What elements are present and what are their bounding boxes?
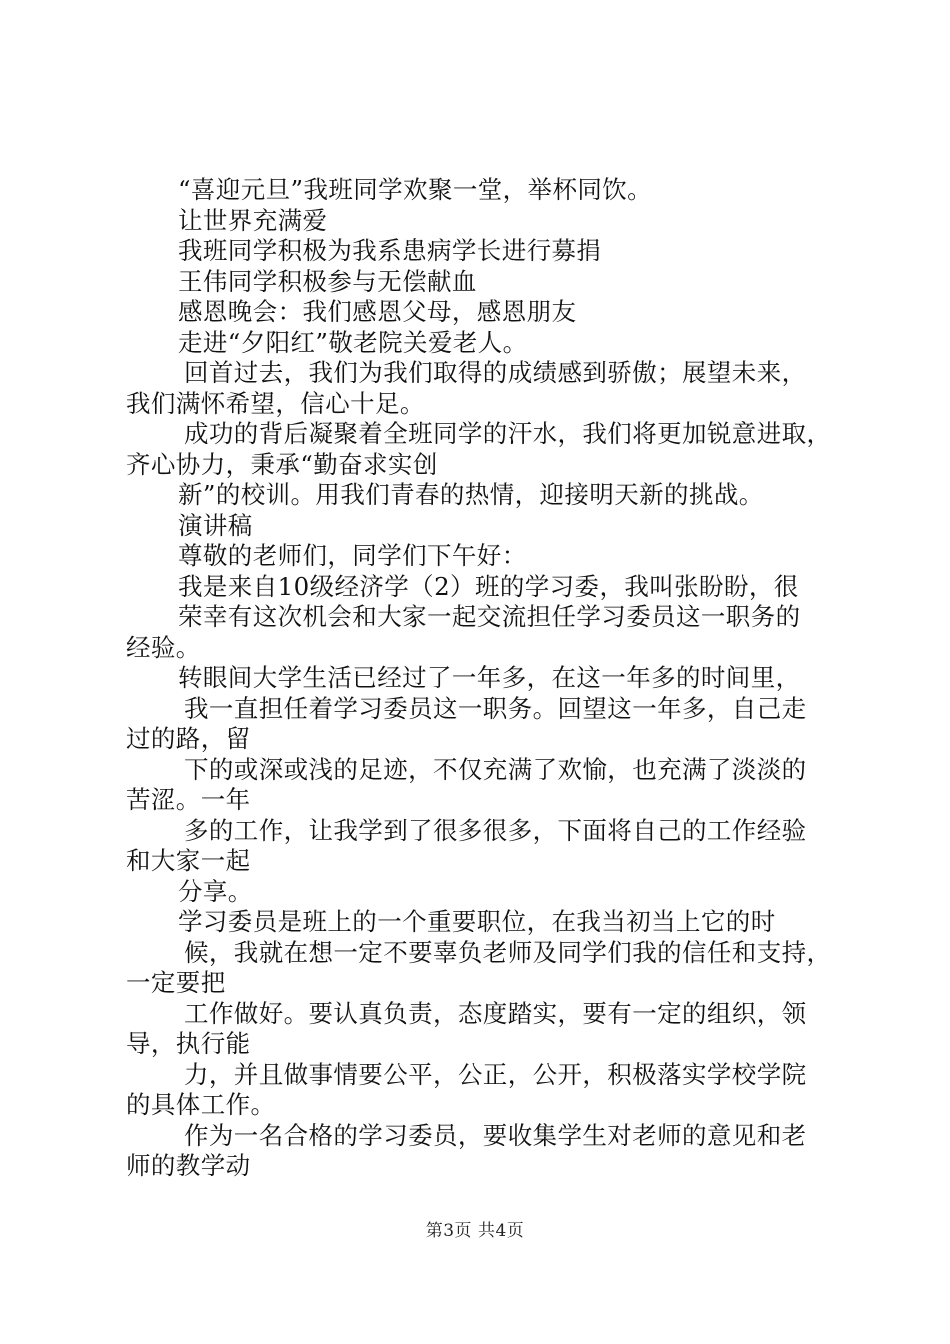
text-line: 经验。 [126, 632, 201, 662]
text-line: 分享。 [178, 876, 253, 906]
text-line: 一定要把 [126, 968, 226, 997]
body-text [126, 175, 836, 1182]
text-line: 成功的背后凝聚着全班同学的汗水，我们将更加锐意进取， [184, 419, 832, 448]
text-line: 学习委员是班上的一个重要职位，在我当初当上它的时 [178, 907, 776, 936]
text-line: 作为一名合格的学习委员，要收集学生对老师的意见和老 [184, 1120, 807, 1150]
text-line: 下的或深或浅的足迹，不仅充满了欢愉，也充满了淡淡的 [184, 754, 807, 784]
text-line: 让世界充满爱 [178, 205, 328, 235]
text-line: 我是来自10级经济学（2）班的学习委，我叫张盼盼，很 [178, 571, 799, 601]
text-line: “喜迎元旦”我班同学欢聚一堂，举杯同饮。 [178, 175, 653, 204]
text-line: 候，我就在想一定不要辜负老师及同学们我的信任和支持， [184, 937, 832, 967]
text-line: 尊敬的老师们，同学们下午好： [178, 541, 527, 570]
text-line: 走进“夕阳红”敬老院关爱老人。 [178, 327, 528, 357]
text-line: 工作做好。要认真负责，态度踏实，要有一定的组织，领 [184, 998, 807, 1028]
text-line: 导，执行能 [126, 1029, 251, 1058]
text-line: 的具体工作。 [126, 1090, 276, 1119]
text-line: 新”的校训。用我们青春的热情，迎接明天新的挑战。 [178, 480, 764, 509]
text-line: 过的路，留 [126, 724, 251, 753]
text-line: 我们满怀希望，信心十足。 [126, 388, 425, 418]
text-line: 师的教学动 [126, 1151, 251, 1180]
text-line: 感恩晚会：我们感恩父母，感恩朋友 [178, 297, 577, 326]
text-line: 力，并且做事情要公平，公正，公开，积极落实学校学院 [184, 1059, 807, 1089]
text-line: 齐心协力，秉承“勤奋求实创 [126, 449, 438, 479]
text-line: 演讲稿 [178, 510, 253, 540]
text-line: 荣幸有这次机会和大家一起交流担任学习委员这一职务的 [178, 602, 801, 631]
text-line: 我班同学积极为我系患病学长进行募捐 [178, 236, 602, 265]
text-line: 回首过去，我们为我们取得的成绩感到骄傲；展望未来， [184, 358, 807, 387]
text-line: 和大家一起 [126, 846, 251, 875]
text-line: 转眼间大学生活已经过了一年多，在这一年多的时间里， [178, 663, 801, 692]
text-line: 苦涩。一年 [126, 785, 251, 814]
page-number-footer: 第3页 共4页 [425, 1221, 525, 1241]
text-line: 我一直担任着学习委员这一职务。回望这一年多，自己走 [184, 693, 807, 723]
text-line: 王伟同学积极参与无偿献血 [178, 266, 477, 296]
text-line: 多的工作，让我学到了很多很多，下面将自己的工作经验 [184, 815, 807, 845]
